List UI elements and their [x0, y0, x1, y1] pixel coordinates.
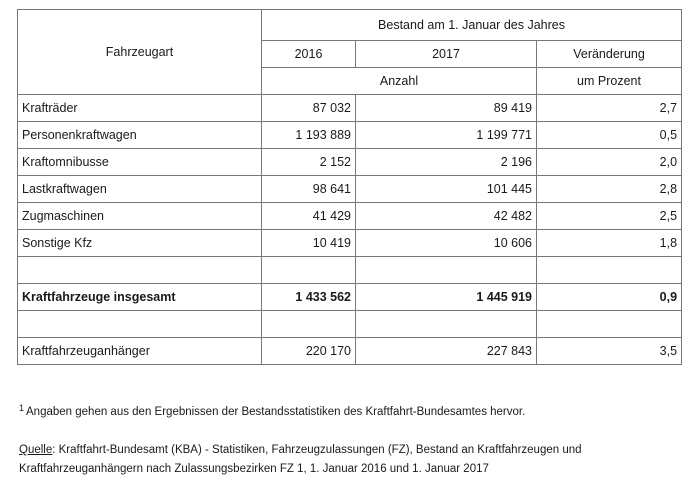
row-label: Lastkraftwagen [18, 176, 262, 203]
footnote-text: Angaben gehen aus den Ergebnissen der Bestandsstatistiken des Kraftfahrt-Bundesamtes hervor. [26, 406, 526, 418]
value-2017: 2 196 [356, 149, 537, 176]
value-change: 2,7 [537, 95, 682, 122]
header-group-title: Bestand am 1. Januar des Jahres [262, 10, 682, 41]
spacer-row [18, 311, 682, 338]
table-row [18, 122, 682, 149]
value-2016: 41 429 [262, 203, 356, 230]
spacer-row [18, 257, 682, 284]
value-2017: 101 445 [356, 176, 537, 203]
total-row [18, 284, 682, 311]
source-text: : Kraftfahrt-Bundesamt (KBA) - Statistiken, Fahrzeugzulassungen (FZ), Bestand an Kraftfahrzeugen und Kraftfahrzeuganhängern nach Zulassungsbezirken FZ 1, 1. Januar 2016 und 1. Januar 2017 [19, 444, 582, 475]
table-row [18, 230, 682, 257]
row-label: Krafträder [18, 95, 262, 122]
value-2016: 87 032 [262, 95, 356, 122]
header-unit-percent: um Prozent [537, 68, 682, 95]
header-change: Veränderung [537, 41, 682, 68]
value-2017: 10 606 [356, 230, 537, 257]
vehicle-stock-table [17, 9, 682, 365]
value-2016: 2 152 [262, 149, 356, 176]
trailer-2016: 220 170 [262, 338, 356, 365]
value-2017: 1 199 771 [356, 122, 537, 149]
value-change: 2,8 [537, 176, 682, 203]
row-label: Personenkraftwagen [18, 122, 262, 149]
header-vehicle-type: Fahrzeugart [18, 10, 262, 95]
value-change: 0,5 [537, 122, 682, 149]
table-row [18, 203, 682, 230]
value-change: 1,8 [537, 230, 682, 257]
total-2017: 1 445 919 [356, 284, 537, 311]
total-label: Kraftfahrzeuge insgesamt [18, 284, 262, 311]
source-note [19, 441, 689, 479]
footnote-marker: 1 [19, 403, 25, 413]
trailer-label: Kraftfahrzeuganhänger [18, 338, 262, 365]
value-2016: 98 641 [262, 176, 356, 203]
table-row [18, 149, 682, 176]
header-2017: 2017 [356, 41, 537, 68]
trailer-row [18, 338, 682, 365]
value-2017: 89 419 [356, 95, 537, 122]
header-2016: 2016 [262, 41, 356, 68]
value-2016: 10 419 [262, 230, 356, 257]
trailer-2017: 227 843 [356, 338, 537, 365]
value-2017: 42 482 [356, 203, 537, 230]
source-label: Quelle [19, 444, 53, 456]
trailer-change: 3,5 [537, 338, 682, 365]
row-label: Kraftomnibusse [18, 149, 262, 176]
total-2016: 1 433 562 [262, 284, 356, 311]
footnote [19, 403, 526, 418]
value-2016: 1 193 889 [262, 122, 356, 149]
row-label: Zugmaschinen [18, 203, 262, 230]
header-row-1 [18, 10, 682, 41]
row-label: Sonstige Kfz [18, 230, 262, 257]
value-change: 2,0 [537, 149, 682, 176]
total-change: 0,9 [537, 284, 682, 311]
table-row [18, 176, 682, 203]
table-row [18, 95, 682, 122]
value-change: 2,5 [537, 203, 682, 230]
header-unit-count: Anzahl [262, 68, 537, 95]
